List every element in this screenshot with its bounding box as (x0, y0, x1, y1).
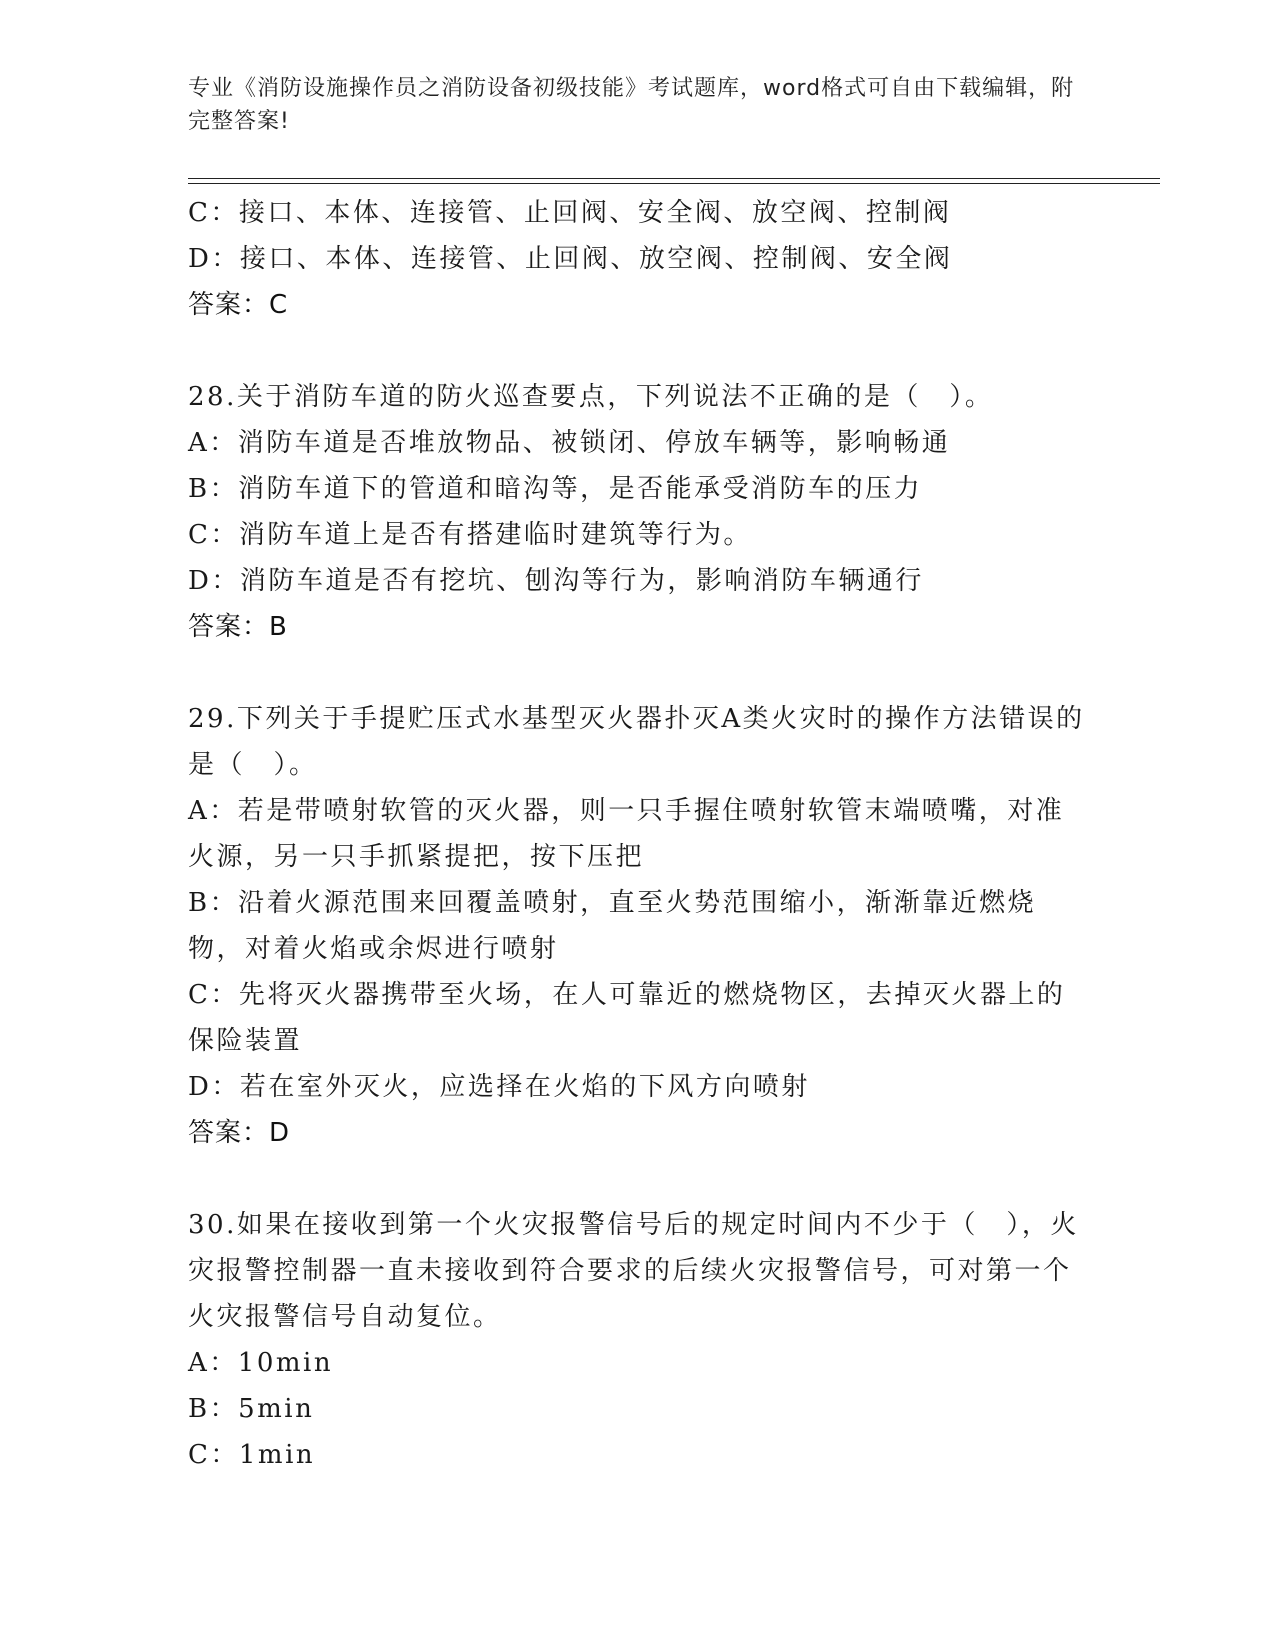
option-a: A：消防车道是否堆放物品、被锁闭、停放车辆等，影响畅通 (188, 428, 951, 458)
option-b: B：消防车道下的管道和暗沟等，是否能承受消防车的压力 (188, 474, 923, 504)
page-header: 专业《消防设施操作员之消防设备初级技能》考试题库，word格式可自由下载编辑，附完整答案! (188, 76, 1075, 134)
option-c: C：接口、本体、连接管、止回阀、安全阀、放空阀、控制阀 (188, 198, 952, 228)
answer-line: 答案：D (188, 1118, 291, 1148)
header-rule-bottom (188, 183, 1160, 184)
option-d: D：接口、本体、连接管、止回阀、放空阀、控制阀、安全阀 (188, 244, 953, 274)
answer-line: 答案：C (188, 290, 289, 320)
question-27-tail (188, 190, 1088, 328)
spacer (188, 650, 1088, 696)
question-30 (188, 1202, 1088, 1478)
question-stem: 29.下列关于手提贮压式水基型灭火器扑灭A类火灾时的操作方法错误的是（ ）。 (188, 704, 1085, 780)
question-28 (188, 374, 1088, 650)
question-stem: 28.关于消防车道的防火巡查要点，下列说法不正确的是（ ）。 (188, 382, 994, 412)
answer-line: 答案：B (188, 612, 288, 642)
option-c: C：消防车道上是否有搭建临时建筑等行为。 (188, 520, 752, 550)
option-d: D：若在室外灭火，应选择在火焰的下风方向喷射 (188, 1072, 810, 1102)
option-c: C：1min (188, 1440, 316, 1470)
question-stem: 30.如果在接收到第一个火灾报警信号后的规定时间内不少于（ ），火灾报警控制器一直未接收到符合要求的后续火灾报警信号，可对第一个火灾报警信号自动复位。 (188, 1210, 1079, 1332)
exam-content (188, 190, 1088, 1478)
option-c: C：先将灭火器携带至火场，在人可靠近的燃烧物区，去掉灭火器上的保险装置 (188, 980, 1066, 1056)
question-29 (188, 696, 1088, 1156)
option-b: B：5min (188, 1394, 315, 1424)
option-a: A：若是带喷射软管的灭火器，则一只手握住喷射软管末端喷嘴，对准火源，另一只手抓紧提把，按下压把 (188, 796, 1065, 872)
option-d: D：消防车道是否有挖坑、刨沟等行为，影响消防车辆通行 (188, 566, 924, 596)
option-a: A：10min (188, 1348, 334, 1378)
option-b: B：沿着火源范围来回覆盖喷射，直至火势范围缩小，渐渐靠近燃烧物，对着火焰或余烬进行喷射 (188, 888, 1037, 964)
header-rule-top (188, 178, 1160, 179)
spacer (188, 1156, 1088, 1202)
spacer (188, 328, 1088, 374)
